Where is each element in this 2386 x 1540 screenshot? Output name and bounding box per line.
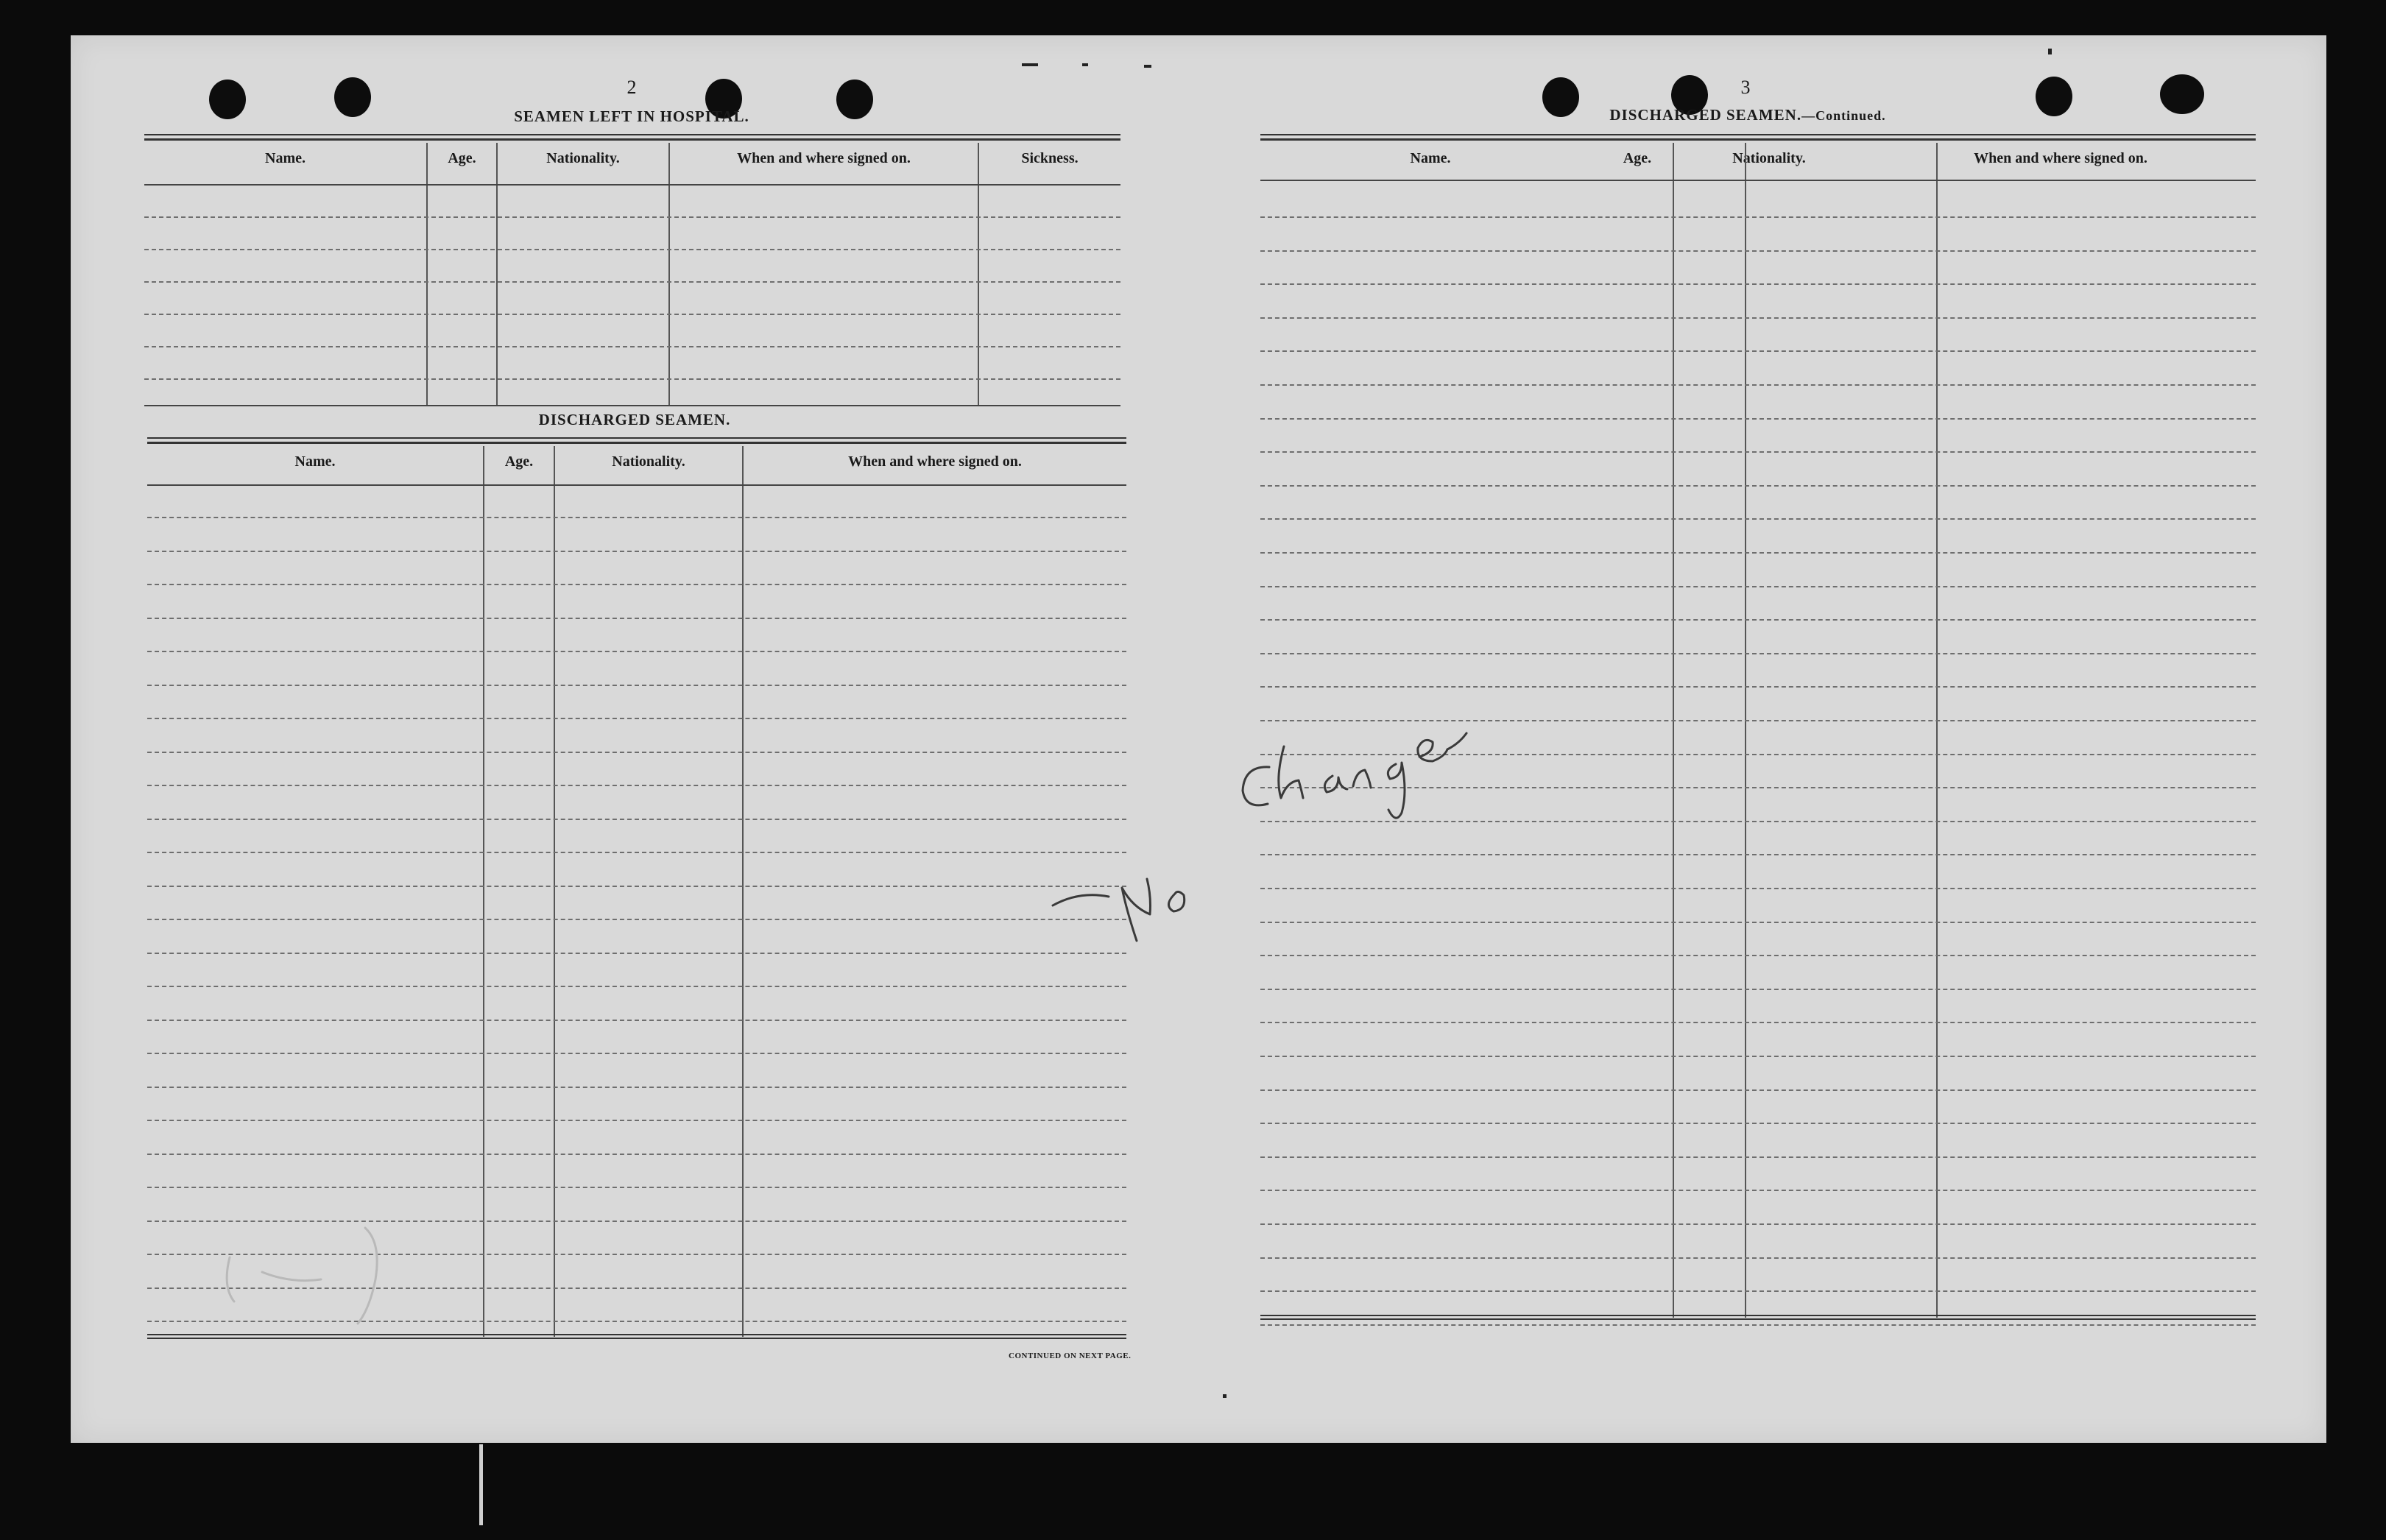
- punch-hole: [1542, 77, 1579, 117]
- table-top-rule: [1260, 134, 2256, 141]
- form-sheet: [71, 35, 2326, 1443]
- column-header-nationality: Nationality.: [612, 453, 685, 470]
- table-row: [144, 314, 1120, 315]
- table-row: [1260, 216, 2256, 218]
- handwritten-no-change: [1050, 617, 1565, 970]
- column-divider: [668, 143, 670, 405]
- column-header-name: Name.: [265, 150, 306, 166]
- continued-note: CONTINUED ON NEXT PAGE.: [1009, 1352, 1132, 1360]
- table-row: [1260, 1190, 2256, 1191]
- ink-speck: [1082, 63, 1088, 66]
- column-divider: [496, 143, 498, 405]
- table-row: [1260, 350, 2256, 352]
- table-row: [1260, 485, 2256, 487]
- table-row: [144, 378, 1120, 380]
- table-row: [1260, 384, 2256, 386]
- column-divider: [1673, 143, 1674, 1318]
- column-header-signed-on: When and where signed on.: [737, 150, 911, 166]
- continued-suffix: —Continued.: [1801, 108, 1886, 123]
- discharged-continued-title: [1609, 106, 1885, 124]
- table-row: [147, 651, 1126, 652]
- table-row: [1260, 1156, 2256, 1158]
- table-top-rule: [147, 437, 1126, 444]
- table-row: [147, 517, 1126, 518]
- table-row: [147, 1187, 1126, 1188]
- table-row: [147, 919, 1126, 920]
- table-row: [147, 852, 1126, 853]
- table-row: [1260, 1089, 2256, 1091]
- column-header-signed-on: When and where signed on.: [1974, 150, 2147, 166]
- table-bottom-rule: [1260, 1315, 2256, 1320]
- table-row: [147, 551, 1126, 552]
- table-row: [1260, 586, 2256, 587]
- table-row: [147, 886, 1126, 887]
- table-row: [147, 986, 1126, 987]
- column-divider: [1936, 143, 1938, 1318]
- ink-speck: [1223, 1394, 1226, 1398]
- column-divider: [978, 143, 979, 405]
- column-divider: [742, 446, 744, 1337]
- column-header-signed-on: When and where signed on.: [848, 453, 1022, 470]
- table-row: [147, 752, 1126, 753]
- table-row: [1260, 1257, 2256, 1259]
- table-row: [147, 718, 1126, 719]
- column-header-age: Age.: [1623, 150, 1652, 166]
- column-header-nationality: Nationality.: [1732, 150, 1806, 166]
- table-top-rule: [144, 134, 1120, 141]
- punch-hole: [334, 77, 371, 117]
- discharged-section-title: DISCHARGED SEAMEN.: [538, 411, 731, 428]
- ink-speck: [2048, 49, 2052, 54]
- tape-mark: [479, 1444, 483, 1525]
- ink-speck: [1144, 65, 1151, 68]
- column-header-age: Age.: [504, 453, 534, 470]
- table-row: [147, 1020, 1126, 1021]
- hospital-section-title: SEAMEN LEFT IN HOSPITAL.: [514, 107, 749, 125]
- page-number-left: 2: [626, 77, 637, 98]
- punch-hole: [2036, 77, 2072, 116]
- column-header-name: Name.: [1410, 150, 1451, 166]
- column-header-sickness: Sickness.: [1021, 150, 1079, 166]
- table-row: [147, 1053, 1126, 1054]
- table-row: [1260, 552, 2256, 554]
- table-row: [1260, 283, 2256, 285]
- table-row: [1260, 1022, 2256, 1023]
- table-row: [1260, 418, 2256, 420]
- punch-hole: [2160, 74, 2204, 114]
- punch-hole: [209, 80, 246, 119]
- table-row: [1260, 1056, 2256, 1057]
- table-row: [147, 1154, 1126, 1155]
- table-row: [147, 618, 1126, 619]
- table-row: [1260, 1223, 2256, 1225]
- punch-hole: [836, 80, 873, 119]
- column-header-age: Age.: [448, 150, 476, 166]
- table-row: [147, 1120, 1126, 1121]
- ink-speck: [1022, 63, 1038, 66]
- discharged-continued-title-main: DISCHARGED SEAMEN.: [1609, 106, 1802, 124]
- header-underline: [144, 184, 1120, 186]
- table-row: [1260, 1324, 2256, 1326]
- table-row: [1260, 451, 2256, 453]
- table-row: [144, 281, 1120, 283]
- column-divider: [426, 143, 428, 405]
- column-divider: [554, 446, 555, 1337]
- page-number-right: 3: [1740, 77, 1751, 98]
- table-row: [147, 685, 1126, 686]
- column-header-nationality: Nationality.: [546, 150, 620, 166]
- table-row: [144, 249, 1120, 250]
- header-underline: [147, 484, 1126, 486]
- table-row: [147, 953, 1126, 954]
- table-row: [1260, 989, 2256, 990]
- column-divider: [1745, 143, 1746, 1318]
- table-row: [147, 785, 1126, 786]
- table-row: [144, 346, 1120, 347]
- table-row: [1260, 1290, 2256, 1292]
- table-row: [1260, 250, 2256, 252]
- table-row: [1260, 1123, 2256, 1124]
- column-divider: [483, 446, 484, 1337]
- column-header-name: Name.: [294, 453, 336, 470]
- table-bottom-rule: [144, 405, 1120, 406]
- table-row: [147, 1087, 1126, 1088]
- faint-pencil-mark: [218, 1213, 409, 1338]
- table-row: [147, 584, 1126, 585]
- hospital-table: [144, 134, 1120, 443]
- header-underline: [1260, 180, 2256, 181]
- table-row: [1260, 518, 2256, 520]
- table-row: [1260, 317, 2256, 319]
- table-row: [144, 216, 1120, 218]
- table-row: [147, 819, 1126, 820]
